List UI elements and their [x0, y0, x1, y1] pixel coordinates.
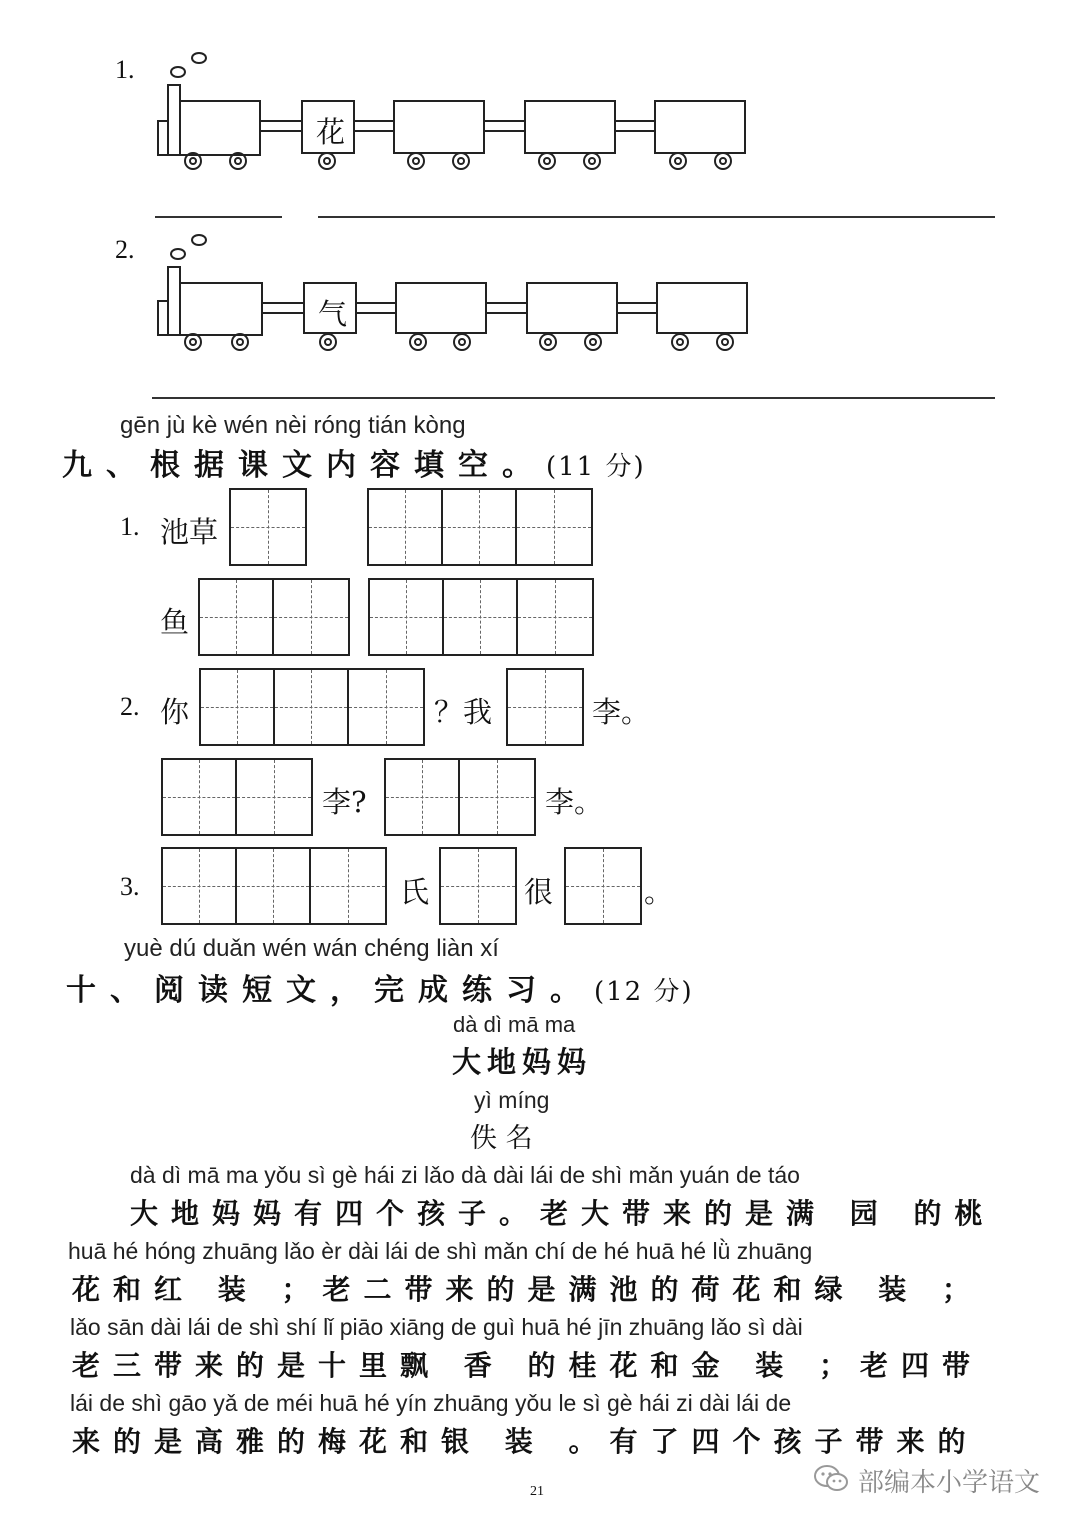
q1-grid-a[interactable] — [229, 488, 307, 566]
train-2-drawing — [150, 227, 770, 357]
author-pinyin: yì míng — [474, 1087, 550, 1113]
q2-text-b: ？我 — [434, 695, 493, 729]
q1-grid-d[interactable] — [368, 578, 594, 656]
section9-title-end: 。 — [502, 448, 546, 483]
q3-grid-b[interactable] — [439, 847, 517, 925]
section10-title-end: 。 — [550, 973, 594, 1008]
answer-line[interactable] — [318, 216, 995, 218]
train-2-number: 2. — [115, 235, 135, 264]
page-number: 21 — [530, 1484, 544, 1499]
q2-text-d: 李? — [322, 785, 367, 819]
q2-text-c: 李。 — [592, 695, 651, 729]
q3-number: 3. — [120, 872, 140, 901]
story-line-3-pinyin: lǎo sān dài lái de shì shí lǐ piāo xiāng de guì huā hé jīn zhuāng lǎo sì dài — [70, 1314, 803, 1340]
q3-grid-c[interactable] — [564, 847, 642, 925]
q2-grid-c[interactable] — [161, 758, 313, 836]
train-1-char: 花 — [316, 115, 346, 149]
watermark-text: 部编本小学语文 — [858, 1468, 1041, 1498]
story-line-1-pinyin: dà dì mā ma yǒu sì gè hái zi lǎo dà dài lái de shì mǎn yuán de táo — [130, 1162, 800, 1188]
q1-grid-c[interactable] — [198, 578, 350, 656]
section9-title: 九、根据课文内容填空 — [62, 448, 502, 483]
story-line-1: 大地妈妈有四个孩子。老大带来的是满 园 的桃 — [130, 1197, 996, 1230]
section9-score: (11 分) — [546, 452, 646, 482]
story-line-4: 来的是高雅的梅花和银 装 。有了四个孩子带来的 — [72, 1425, 979, 1458]
watermark — [812, 1462, 1040, 1499]
q3-text-c: 。 — [644, 875, 674, 909]
author: 佚 名 — [470, 1123, 533, 1154]
q3-grid-a[interactable] — [161, 847, 387, 925]
q1-grid-b[interactable] — [367, 488, 593, 566]
train-2-char: 气 — [318, 297, 348, 331]
story-title: 大地妈妈 — [452, 1045, 593, 1079]
q2-text-a: 你 — [160, 695, 190, 729]
story-line-3: 老三带来的是十里飘 香 的桂花和金 装 ；老四带 — [72, 1349, 983, 1382]
section9-heading — [62, 440, 646, 484]
q1-text-b: 鱼 — [160, 605, 190, 639]
q2-number: 2. — [120, 692, 140, 721]
q3-text-a: 氏 — [400, 875, 430, 909]
story-line-2-pinyin: huā hé hóng zhuāng lǎo èr dài lái de shì mǎn chí de hé huā hé lǜ zhuāng — [68, 1238, 813, 1264]
story-title-pinyin: dà dì mā ma — [453, 1012, 576, 1037]
train-1-drawing — [150, 45, 770, 175]
section10-pinyin: yuè dú duǎn wén wán chéng liàn xí — [124, 935, 499, 962]
q2-grid-a[interactable] — [199, 668, 425, 746]
q1-text-a: 池草 — [160, 515, 219, 549]
section10-heading — [66, 965, 694, 1009]
q1-number: 1. — [120, 512, 140, 541]
section10-title: 十、阅读短文，完成练习 — [66, 973, 550, 1008]
train-1-number: 1. — [115, 55, 135, 84]
q2-grid-b[interactable] — [506, 668, 584, 746]
q2-grid-d[interactable] — [384, 758, 536, 836]
story-line-4-pinyin: lái de shì gāo yǎ de méi huā hé yín zhuāng yǒu le sì gè hái zi dài lái de — [70, 1390, 792, 1416]
section10-score: (12 分) — [594, 977, 694, 1007]
wechat-icon — [812, 1463, 850, 1499]
answer-line[interactable] — [155, 216, 282, 218]
section9-pinyin: gēn jù kè wén nèi róng tián kòng — [120, 412, 466, 439]
story-line-2: 花和红 装 ；老二带来的是满池的荷花和绿 装 ； — [72, 1273, 983, 1306]
q3-text-b: 很 — [524, 875, 554, 909]
q2-text-e: 李。 — [545, 785, 604, 819]
answer-line[interactable] — [152, 397, 995, 399]
